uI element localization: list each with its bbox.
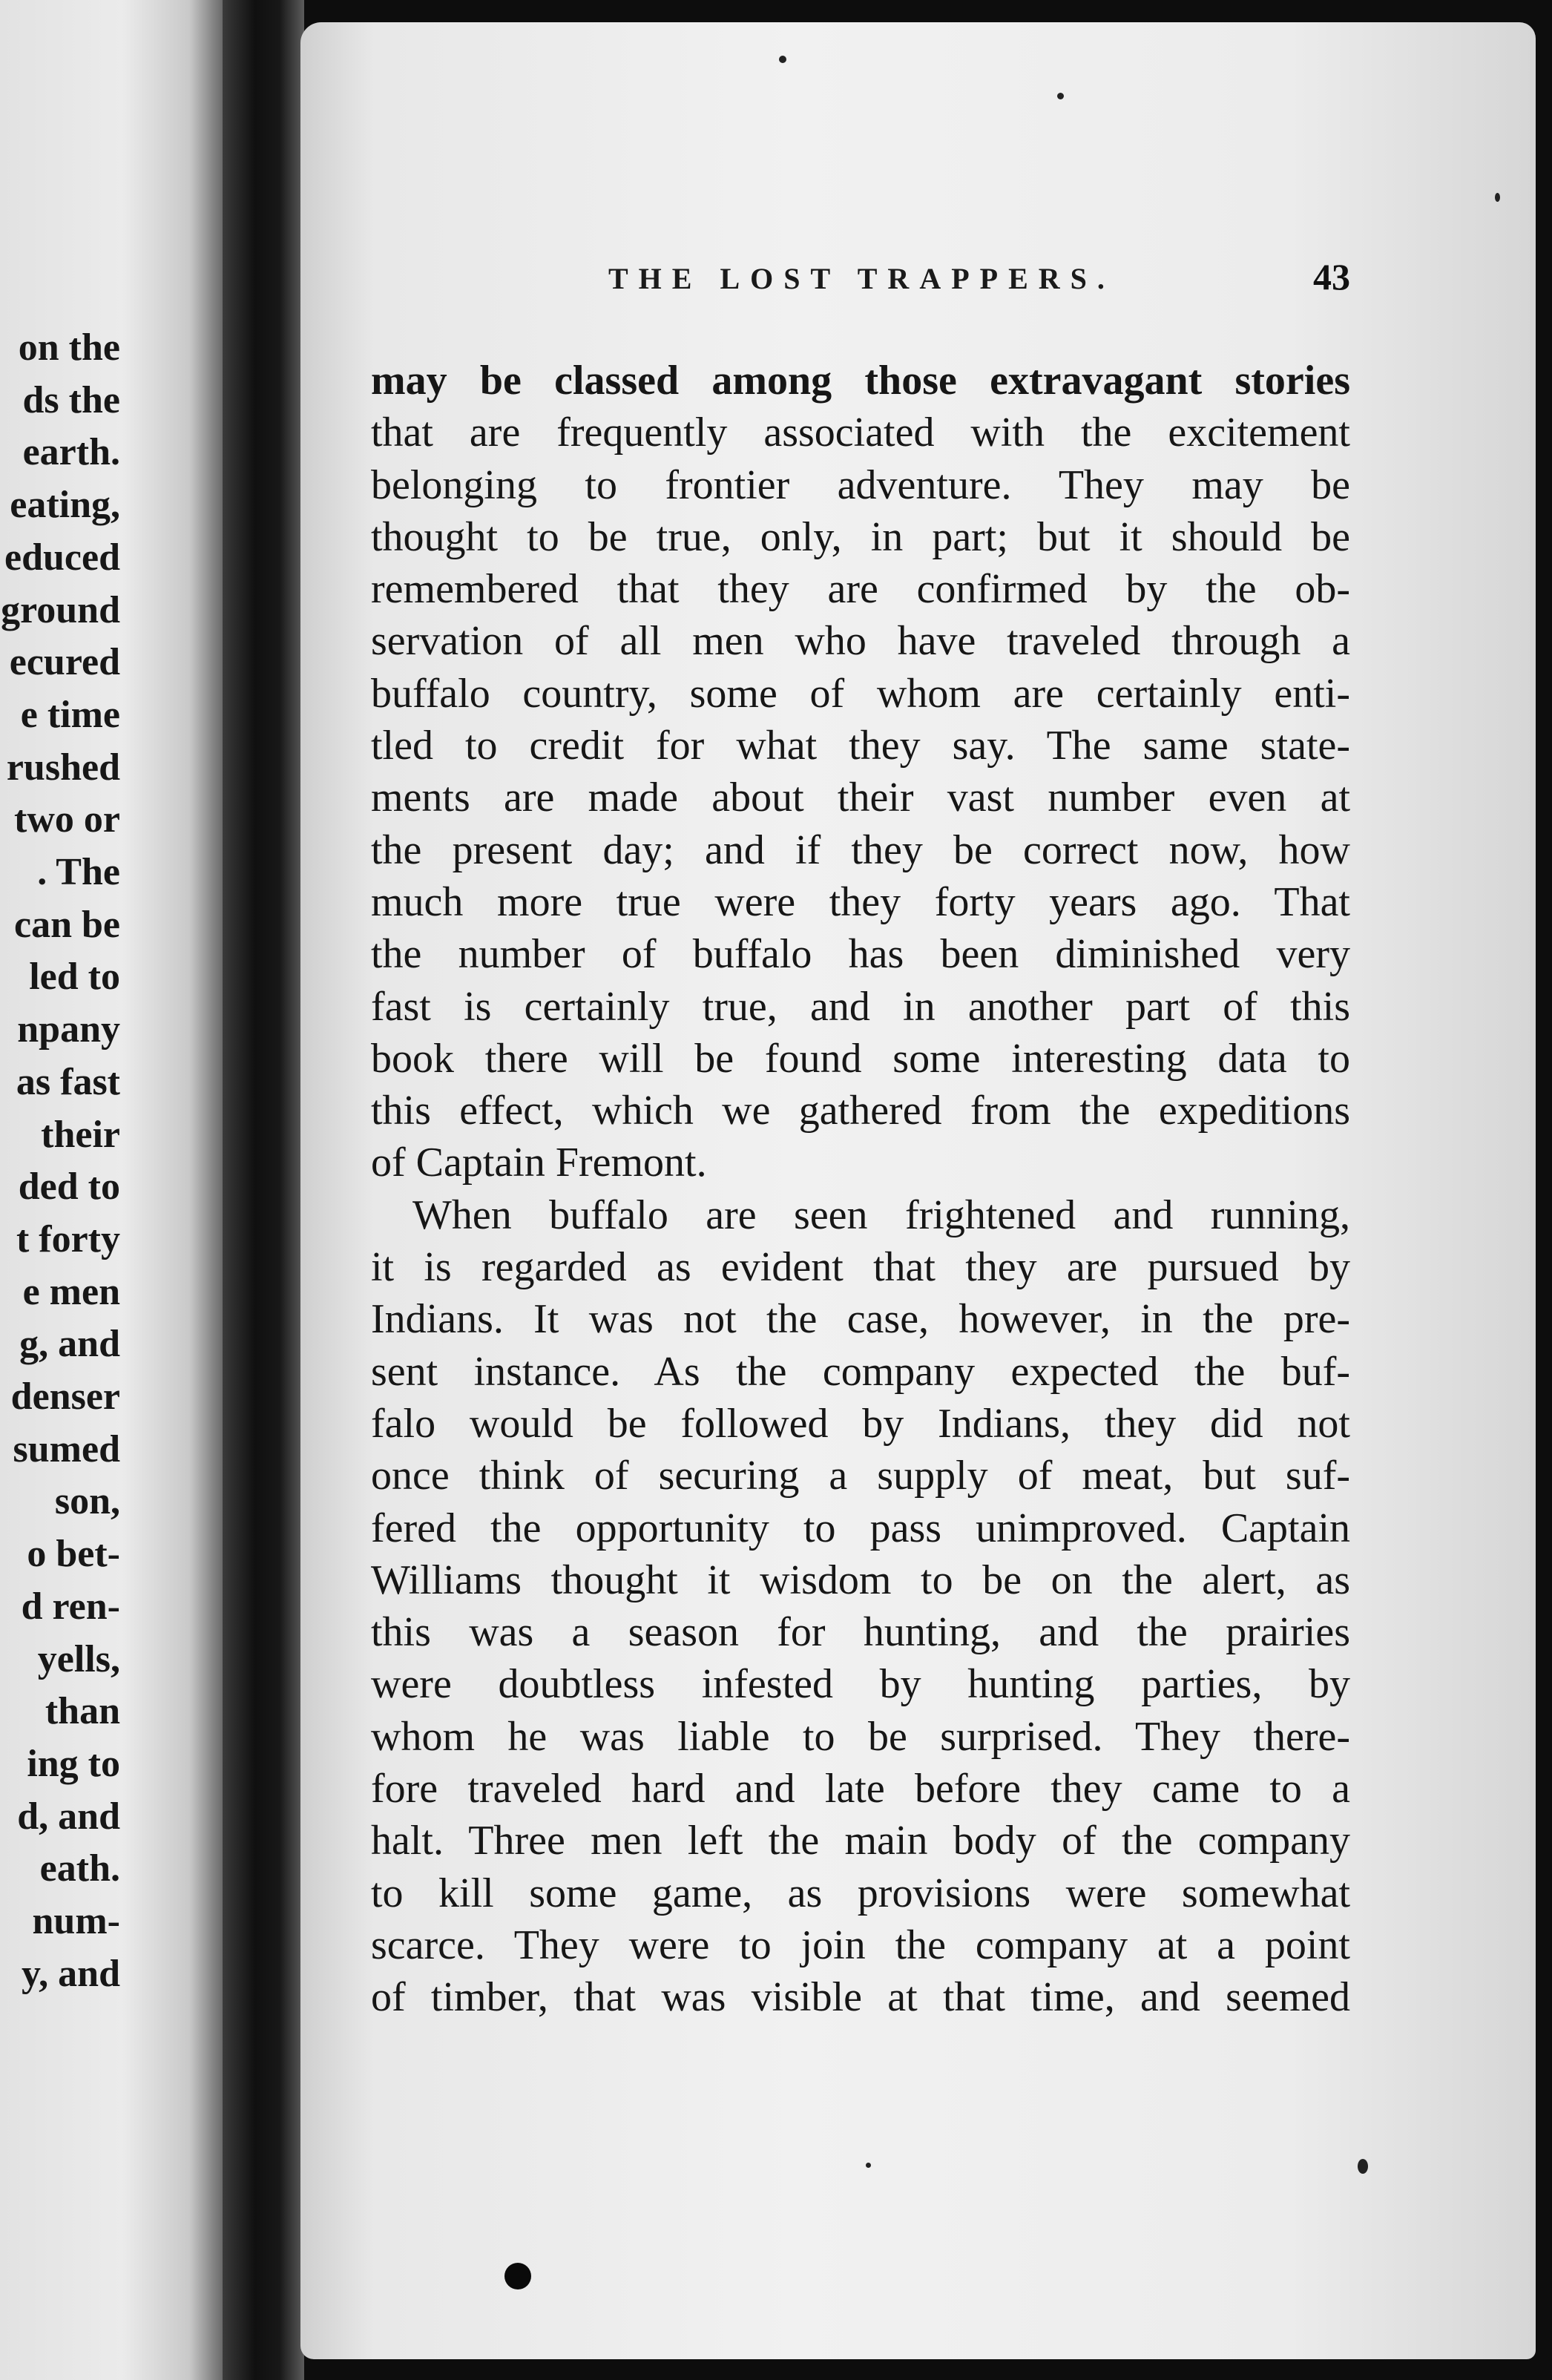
ink-speck bbox=[1358, 2159, 1368, 2174]
text-line: once think of securing a supply of meat, but suf- bbox=[371, 1453, 1350, 1499]
text-line: tled to credit for what they say. The same state- bbox=[371, 723, 1350, 769]
left-page-line: ing to bbox=[27, 1742, 120, 1785]
left-page-line: t forty bbox=[16, 1217, 120, 1260]
left-page-line: denser bbox=[10, 1375, 120, 1419]
text-line: that are frequently associated with the excitement bbox=[371, 410, 1350, 456]
left-page-line: o bet- bbox=[27, 1533, 120, 1576]
left-page-line: ds the bbox=[22, 378, 120, 421]
left-page-line: two or bbox=[14, 798, 120, 841]
left-page-line: d, and bbox=[17, 1795, 120, 1838]
text-line: this effect, which we gathered from the expeditions bbox=[371, 1088, 1350, 1134]
left-page bbox=[0, 0, 223, 2380]
text-line: fered the opportunity to pass unimproved. Captain bbox=[371, 1505, 1350, 1551]
text-line: falo would be followed by Indians, they did not bbox=[371, 1400, 1350, 1447]
text-line: of timber, that was visible at that time, and seemed bbox=[371, 1974, 1350, 2021]
page-number: 43 bbox=[1313, 256, 1350, 298]
left-page-line: num- bbox=[32, 1900, 120, 1943]
text-line: fast is certainly true, and in another part of this bbox=[371, 983, 1350, 1030]
text-line: to kill some game, as provisions were somewhat bbox=[371, 1870, 1350, 1916]
page-header: THE LOST TRAPPERS. bbox=[608, 262, 1115, 295]
text-line: scarce. They were to join the company at a point bbox=[371, 1922, 1350, 1968]
text-line: the number of buffalo has been diminished very bbox=[371, 931, 1350, 978]
text-line: halt. Three men left the main body of the company bbox=[371, 1818, 1350, 1864]
text-line: Indians. It was not the case, however, in the pre- bbox=[371, 1296, 1350, 1343]
paragraph-1 bbox=[371, 355, 1350, 1189]
text-line: sent instance. As the company expected the buf- bbox=[371, 1348, 1350, 1395]
text-line: ments are made about their vast number even at bbox=[371, 775, 1350, 821]
left-page-line: sumed bbox=[13, 1427, 120, 1470]
left-page-line: e men bbox=[22, 1270, 120, 1313]
left-page-line: eath. bbox=[39, 1847, 120, 1890]
text-line: remembered that they are confirmed by the ob- bbox=[371, 566, 1350, 613]
text-line: book there will be found some interesting data to bbox=[371, 1035, 1350, 1082]
text-line: were doubtless infested by hunting parties, by bbox=[371, 1661, 1350, 1708]
left-page-line: their bbox=[41, 1113, 120, 1156]
left-page-line: rushed bbox=[6, 746, 120, 789]
paragraph-2 bbox=[371, 1189, 1350, 2024]
text-line: whom he was liable to be surprised. They there- bbox=[371, 1713, 1350, 1760]
left-page-line: as fast bbox=[16, 1060, 120, 1103]
left-page-line: ground bbox=[1, 588, 120, 631]
left-page-line: ecured bbox=[9, 641, 120, 684]
text-line: much more true were they forty years ago. That bbox=[371, 878, 1350, 925]
left-page-line: g, and bbox=[19, 1323, 120, 1366]
text-line: Williams thought it wisdom to be on the alert, as bbox=[371, 1556, 1350, 1603]
left-page-line: earth. bbox=[22, 431, 120, 474]
text-line: buffalo country, some of whom are certainly enti- bbox=[371, 670, 1350, 717]
left-page-line: led to bbox=[29, 956, 120, 999]
left-page-line: educed bbox=[4, 536, 120, 579]
left-page-line: . The bbox=[37, 851, 120, 894]
left-page-line: eating, bbox=[10, 484, 120, 527]
text-line: of Captain Fremont. bbox=[371, 1140, 707, 1186]
book-gutter bbox=[223, 0, 304, 2380]
running-head bbox=[304, 256, 1350, 313]
text-line: it is regarded as evident that they are pursued by bbox=[371, 1244, 1350, 1291]
left-page-text bbox=[1, 322, 120, 2001]
text-line: fore traveled hard and late before they came to a bbox=[371, 1766, 1350, 1812]
ink-speck bbox=[779, 56, 786, 63]
text-line: this was a season for hunting, and the prairies bbox=[371, 1609, 1350, 1656]
text-line: servation of all men who have traveled through a bbox=[371, 618, 1350, 665]
ink-speck bbox=[1495, 193, 1500, 202]
left-page-line: than bbox=[45, 1690, 120, 1733]
text-line: belonging to frontier adventure. They may be bbox=[371, 461, 1350, 508]
left-page-line: can be bbox=[14, 903, 120, 946]
left-page-line: ded to bbox=[18, 1166, 120, 1209]
text-line: thought to be true, only, in part; but it should be bbox=[371, 513, 1350, 560]
text-line: may be classed among those extravagant stories bbox=[371, 358, 1350, 404]
text-line: When buffalo are seen frightened and running, bbox=[412, 1191, 1350, 1238]
left-page-line: npany bbox=[17, 1008, 120, 1051]
ink-speck bbox=[866, 2163, 871, 2168]
left-page-line: y, and bbox=[22, 1952, 120, 1995]
body-text bbox=[371, 355, 1350, 2024]
ink-blot bbox=[504, 2263, 531, 2289]
ink-speck bbox=[1057, 93, 1064, 99]
left-page-line: d ren- bbox=[21, 1585, 120, 1628]
left-page-line: son, bbox=[54, 1480, 120, 1523]
left-page-line: yells, bbox=[37, 1637, 120, 1680]
left-page-line: on the bbox=[18, 326, 120, 369]
text-line: the present day; and if they be correct now, how bbox=[371, 826, 1350, 873]
left-page-line: e time bbox=[20, 693, 120, 736]
